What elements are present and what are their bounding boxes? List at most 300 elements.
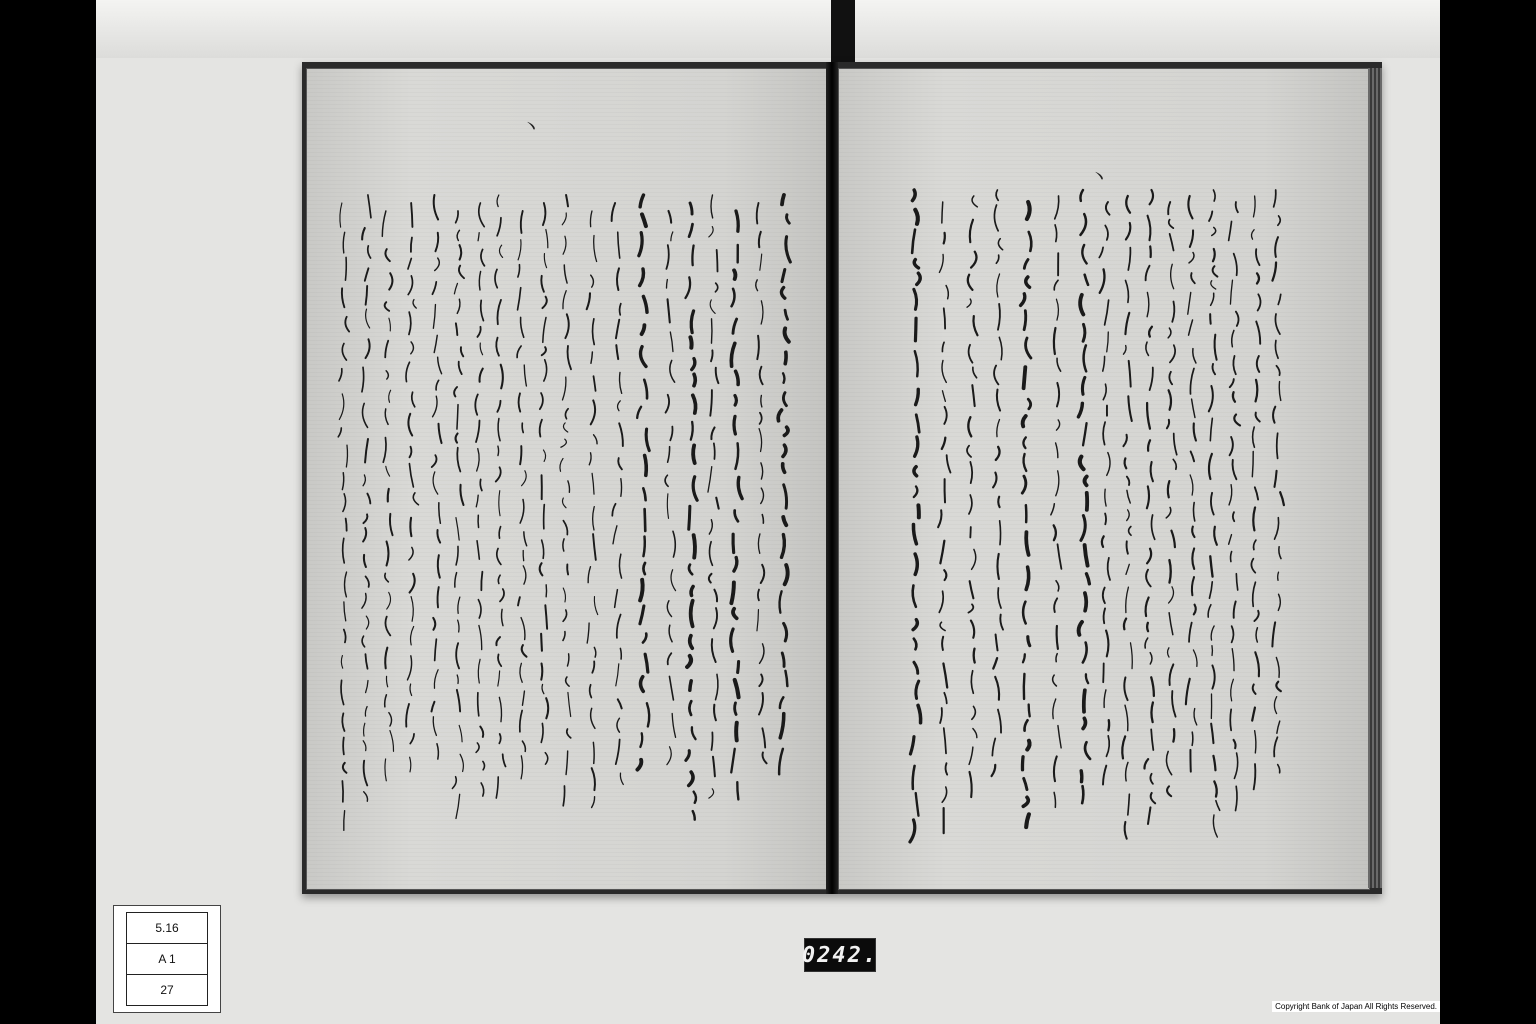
handwriting-stroke — [916, 681, 919, 698]
handwriting-stroke — [1107, 453, 1110, 476]
handwriting-stroke — [736, 723, 737, 741]
handwriting-stroke — [689, 224, 692, 236]
handwriting-stroke — [434, 335, 437, 352]
handwriting-stroke — [1234, 753, 1237, 778]
handwriting-stroke — [1211, 626, 1214, 640]
handwriting-stroke — [946, 286, 948, 299]
handwriting-stroke — [1147, 403, 1150, 429]
handwriting-stroke — [594, 597, 597, 615]
handwriting-stroke — [669, 625, 672, 642]
handwriting-stroke — [343, 763, 347, 773]
handwriting-stroke — [364, 555, 366, 567]
handwriting-stroke — [1230, 379, 1234, 387]
handwriting-stroke — [915, 351, 918, 376]
handwriting-stroke — [1255, 731, 1256, 753]
handwriting-stroke — [1168, 328, 1171, 338]
handwriting-stroke — [363, 514, 367, 523]
handwriting-stroke — [456, 433, 458, 442]
handwriting-stroke — [385, 573, 389, 581]
handwriting-stroke — [410, 574, 415, 593]
handwriting-stroke — [940, 708, 942, 723]
handwriting-stroke — [1145, 638, 1148, 648]
handwriting-stroke — [500, 589, 504, 601]
handwriting-stroke — [410, 734, 414, 744]
handwriting-stroke — [439, 503, 441, 524]
handwriting-stroke — [710, 300, 715, 314]
handwriting-stroke — [913, 766, 915, 789]
handwriting-stroke — [345, 572, 347, 597]
handwriting-stroke — [390, 514, 393, 535]
catalog-label-table — [126, 912, 208, 1006]
handwriting-stroke — [620, 372, 622, 393]
handwriting-stroke — [733, 534, 734, 552]
handwriting-stroke — [541, 276, 544, 292]
handwriting-stroke — [783, 373, 784, 382]
handwriting-stroke — [733, 319, 737, 333]
handwriting-stroke — [480, 343, 482, 355]
handwriting-stroke — [1229, 535, 1232, 545]
handwriting-stroke — [1169, 560, 1170, 583]
handwriting-stroke — [995, 677, 999, 700]
handwriting-stroke — [563, 291, 566, 309]
handwriting-stroke — [1189, 320, 1193, 335]
handwriting-stroke — [563, 377, 566, 400]
handwriting-stroke — [1151, 462, 1153, 481]
handwriting-stroke — [1212, 665, 1214, 688]
handwriting-stroke — [1188, 292, 1191, 314]
handwriting-stroke — [341, 680, 344, 704]
handwriting-stroke — [762, 515, 763, 524]
handwriting-stroke — [1125, 705, 1128, 730]
handwriting-stroke — [498, 671, 500, 686]
handwriting-stroke — [913, 525, 916, 544]
handwriting-stroke — [460, 485, 463, 505]
handwriting-stroke — [410, 684, 412, 695]
handwriting-stroke — [784, 427, 788, 435]
handwriting-stroke — [1123, 435, 1126, 446]
handwriting-stroke — [454, 387, 457, 397]
handwriting-stroke — [1190, 368, 1194, 394]
handwriting-stroke — [998, 710, 1001, 733]
handwriting-stroke — [1128, 794, 1130, 815]
handwriting-stroke — [939, 254, 943, 272]
copyright-notice: Copyright Bank of Japan All Rights Reserved. — [1272, 1001, 1440, 1012]
handwriting-stroke — [565, 314, 568, 338]
handwriting-stroke — [342, 781, 343, 802]
handwriting-stroke — [914, 289, 917, 309]
handwriting-stroke — [342, 288, 344, 307]
handwriting-stroke — [1256, 628, 1257, 642]
handwriting-stroke — [518, 597, 520, 605]
handwriting-stroke — [780, 591, 782, 612]
handwriting-stroke — [1230, 437, 1233, 455]
handwriting-stroke — [620, 304, 621, 315]
handwriting-stroke — [969, 345, 973, 363]
handwriting-stroke — [593, 742, 594, 763]
handwriting-stroke — [365, 654, 367, 669]
handwriting-stroke — [1124, 619, 1126, 630]
handwriting-stroke — [435, 258, 440, 271]
handwriting-stroke — [541, 664, 542, 680]
handwriting-stroke — [1082, 786, 1083, 803]
handwriting-stroke — [1150, 653, 1152, 664]
handwriting-stroke — [590, 211, 592, 227]
handwriting-stroke — [411, 203, 412, 227]
handwriting-stroke — [435, 233, 438, 252]
handwriting-stroke — [477, 449, 479, 471]
handwriting-stroke — [594, 647, 595, 657]
handwriting-stroke — [1280, 492, 1284, 505]
handwriting-stroke — [1056, 443, 1058, 458]
handwriting-stroke — [1256, 413, 1260, 422]
handwriting-stroke — [619, 423, 623, 446]
handwriting-stroke — [1148, 807, 1150, 824]
handwriting-stroke — [735, 443, 738, 469]
handwriting-stroke — [456, 546, 458, 565]
handwriting-stroke — [916, 389, 919, 404]
handwriting-stroke — [478, 233, 479, 241]
handwriting-stroke — [456, 518, 459, 540]
handwriting-stroke — [410, 518, 411, 536]
handwriting-stroke — [1193, 349, 1196, 363]
handwriting-stroke — [643, 296, 647, 312]
handwriting-stroke — [385, 695, 387, 707]
handwriting-stroke — [1167, 786, 1171, 796]
handwriting-stroke — [640, 269, 644, 286]
handwriting-stroke — [498, 446, 499, 455]
handwriting-stroke — [1169, 220, 1174, 228]
catalog-label-row: 27 — [160, 983, 174, 997]
handwriting-stroke — [1214, 527, 1217, 545]
handwriting-stroke — [758, 590, 759, 601]
document-scan — [96, 0, 1440, 1024]
handwriting-stroke — [694, 792, 696, 803]
handwriting-stroke — [1276, 657, 1279, 677]
handwriting-stroke — [518, 240, 521, 260]
handwriting-stroke — [735, 510, 738, 521]
handwriting-stroke — [563, 588, 565, 602]
handwriting-stroke — [1056, 654, 1057, 662]
handwriting-stroke — [667, 494, 668, 519]
handwriting-stroke — [693, 811, 695, 819]
handwriting-stroke — [341, 656, 342, 669]
handwriting-stroke — [566, 751, 568, 774]
handwriting-stroke — [1127, 490, 1130, 503]
handwriting-stroke — [996, 190, 998, 200]
handwriting-stroke — [497, 548, 501, 564]
handwriting-stroke — [364, 723, 365, 736]
handwriting-stroke — [342, 713, 344, 731]
handwriting-stroke — [498, 575, 500, 583]
handwriting-stroke — [1026, 532, 1028, 555]
handwriting-stroke — [452, 777, 456, 789]
handwriting-stroke — [784, 485, 787, 508]
handwriting-stroke — [408, 258, 411, 269]
handwriting-stroke — [497, 300, 501, 324]
handwriting-stroke — [1212, 364, 1215, 374]
handwriting-stroke — [1191, 273, 1195, 283]
handwriting-stroke — [1147, 486, 1149, 508]
handwriting-stroke — [913, 620, 917, 630]
handwriting-stroke — [944, 233, 945, 244]
handwriting-stroke — [594, 376, 596, 391]
handwriting-stroke — [409, 312, 411, 334]
handwriting-stroke — [366, 680, 368, 692]
handwriting-stroke — [1236, 202, 1238, 212]
handwriting-stroke — [1085, 275, 1088, 285]
handwriting-stroke — [385, 409, 388, 424]
handwriting-stroke — [461, 347, 463, 356]
handwriting-stroke — [1150, 246, 1151, 257]
handwriting-stroke — [693, 445, 695, 463]
handwriting-stroke — [1106, 736, 1109, 757]
handwriting-stroke — [591, 275, 594, 287]
handwriting-stroke — [565, 409, 568, 419]
handwriting-stroke — [481, 249, 485, 265]
handwriting-stroke — [1024, 720, 1027, 730]
handwriting-stroke — [1233, 392, 1235, 402]
handwriting-stroke — [593, 319, 595, 345]
handwriting-stroke — [563, 632, 565, 641]
handwriting-stroke — [1276, 682, 1281, 691]
handwriting-stroke — [406, 704, 409, 727]
handwriting-stroke — [1275, 340, 1278, 358]
handwriting-stroke — [1151, 702, 1152, 722]
handwriting-stroke — [480, 727, 483, 737]
handwriting-stroke — [691, 422, 693, 440]
handwriting-stroke — [363, 475, 365, 486]
handwriting-stroke — [457, 690, 460, 712]
handwriting-stroke — [693, 395, 696, 413]
handwriting-stroke — [1023, 654, 1025, 662]
handwriting-stroke — [732, 289, 735, 307]
handwriting-stroke — [362, 367, 364, 391]
handwriting-stroke — [613, 526, 617, 544]
handwriting-stroke — [1253, 196, 1255, 217]
handwriting-stroke — [736, 211, 738, 231]
handwriting-stroke — [1054, 756, 1057, 781]
handwriting-stroke — [670, 332, 673, 352]
handwriting-stroke — [1277, 433, 1278, 458]
handwriting-stroke — [362, 636, 365, 647]
handwriting-stroke — [694, 535, 695, 557]
handwriting-stroke — [993, 658, 997, 668]
handwriting-stroke — [520, 663, 522, 682]
handwriting-stroke — [1105, 489, 1106, 506]
handwriting-stroke — [543, 203, 546, 225]
handwriting-stroke — [1084, 690, 1085, 712]
handwriting-stroke — [1054, 328, 1056, 354]
handwriting-stroke — [593, 534, 596, 560]
handwriting-stroke — [388, 489, 389, 502]
handwriting-stroke — [541, 723, 543, 742]
handwriting-stroke — [343, 737, 344, 754]
handwriting-stroke — [517, 346, 521, 358]
catalog-label-card — [113, 905, 221, 1013]
handwriting-stroke — [456, 323, 457, 335]
handwriting-stroke — [1026, 567, 1028, 589]
handwriting-stroke — [562, 213, 566, 225]
handwriting-stroke — [618, 699, 622, 708]
handwriting-stroke — [1126, 587, 1129, 612]
handwriting-stroke — [709, 574, 712, 583]
handwriting-stroke — [499, 245, 502, 257]
handwriting-stroke — [438, 587, 439, 607]
handwriting-stroke — [1126, 762, 1128, 780]
handwriting-stroke — [409, 547, 413, 560]
handwriting-stroke — [1252, 708, 1255, 721]
handwriting-stroke — [1188, 196, 1192, 218]
handwriting-stroke — [413, 300, 416, 309]
handwriting-stroke — [1251, 230, 1254, 239]
handwriting-stroke — [519, 393, 521, 411]
handwriting-stroke — [587, 623, 589, 643]
handwriting-stroke — [1275, 237, 1278, 257]
handwriting-stroke — [665, 475, 668, 486]
handwriting-stroke — [756, 280, 758, 291]
handwriting-stroke — [344, 602, 346, 621]
handwriting-stroke — [459, 725, 462, 741]
handwriting-stroke — [1144, 759, 1148, 768]
handwriting-stroke — [522, 423, 523, 432]
handwriting-stroke — [1272, 622, 1275, 646]
handwriting-stroke — [362, 593, 366, 608]
handwriting-stroke — [365, 439, 368, 462]
handwriting-stroke — [1274, 471, 1276, 487]
handwriting-stroke — [1171, 531, 1174, 548]
handwriting-stroke — [498, 654, 501, 666]
handwriting-stroke — [1055, 196, 1059, 219]
handwriting-stroke — [673, 531, 675, 557]
handwriting-stroke — [972, 706, 976, 719]
handwriting-stroke — [917, 273, 920, 284]
handwriting-stroke — [1209, 386, 1213, 411]
handwriting-stroke — [1079, 622, 1082, 635]
handwriting-stroke — [1054, 792, 1055, 807]
handwriting-stroke — [365, 268, 369, 280]
handwriting-stroke — [1083, 643, 1087, 663]
handwriting-stroke — [1208, 605, 1211, 617]
handwriting-stroke — [1172, 302, 1174, 322]
handwriting-stroke — [686, 751, 690, 761]
handwriting-stroke — [1130, 643, 1132, 669]
handwriting-stroke — [563, 521, 567, 535]
handwriting-stroke — [1150, 190, 1153, 204]
handwriting-stroke — [944, 693, 946, 704]
handwriting-stroke — [1273, 407, 1275, 423]
handwriting-stroke — [783, 517, 786, 525]
handwriting-stroke — [736, 371, 739, 384]
handwriting-stroke — [496, 637, 500, 645]
handwriting-stroke — [1023, 602, 1026, 624]
handwriting-stroke — [1082, 245, 1086, 264]
handwriting-stroke — [437, 530, 440, 543]
handwriting-stroke — [714, 590, 717, 602]
handwriting-stroke — [1056, 581, 1059, 591]
handwriting-stroke — [475, 394, 478, 414]
handwriting-stroke — [520, 710, 522, 731]
handwriting-stroke — [785, 565, 788, 584]
handwriting-stroke — [1146, 342, 1149, 355]
handwriting-stroke — [546, 698, 548, 718]
handwriting-stroke — [944, 570, 946, 580]
handwriting-stroke — [345, 317, 349, 332]
handwriting-stroke — [386, 676, 387, 686]
handwriting-stroke — [1254, 611, 1258, 621]
handwriting-stroke — [1151, 515, 1154, 539]
handwriting-stroke — [786, 237, 790, 262]
handwriting-stroke — [671, 232, 673, 241]
handwriting-stroke — [1103, 356, 1105, 371]
handwriting-stroke — [1000, 521, 1001, 545]
handwriting-stroke — [459, 266, 464, 279]
handwriting-stroke — [637, 407, 641, 418]
handwriting-stroke — [568, 346, 571, 369]
handwriting-stroke — [481, 783, 484, 796]
handwriting-stroke — [1085, 545, 1088, 566]
handwriting-stroke — [520, 500, 524, 524]
handwriting-stroke — [477, 327, 480, 337]
handwriting-stroke — [438, 555, 440, 578]
handwriting-stroke — [501, 365, 503, 389]
handwriting-stroke — [1194, 605, 1196, 615]
handwriting-stroke — [566, 195, 568, 206]
handwriting-stroke — [760, 644, 764, 663]
handwriting-stroke — [691, 601, 693, 627]
handwriting-stroke — [389, 273, 392, 289]
handwriting-stroke — [1105, 514, 1106, 525]
ink-mark: 丶 — [521, 115, 541, 139]
handwriting-stroke — [915, 437, 918, 456]
handwriting-stroke — [497, 218, 501, 236]
handwriting-stroke — [344, 811, 345, 831]
handwriting-stroke — [1148, 440, 1150, 451]
handwriting-stroke — [939, 591, 943, 612]
handwriting-stroke — [1274, 697, 1276, 714]
handwriting-stroke — [1278, 294, 1280, 304]
handwriting-stroke — [761, 565, 764, 583]
handwriting-stroke — [1234, 414, 1240, 425]
handwriting-stroke — [715, 283, 717, 292]
handwriting-stroke — [969, 747, 973, 764]
handwriting-stroke — [1122, 736, 1125, 758]
handwriting-stroke — [620, 773, 623, 784]
handwriting-stroke — [690, 337, 691, 347]
handwriting-stroke — [1150, 368, 1153, 391]
handwriting-stroke — [592, 661, 594, 672]
handwriting-stroke — [735, 680, 739, 697]
handwriting-stroke — [566, 677, 569, 686]
handwriting-stroke — [568, 481, 570, 492]
handwriting-stroke — [639, 233, 642, 256]
handwriting-stroke — [563, 423, 567, 432]
handwriting-stroke — [339, 369, 342, 381]
handwriting-stroke — [1053, 699, 1056, 719]
handwriting-stroke — [969, 772, 971, 797]
handwriting-stroke — [567, 729, 571, 738]
handwriting-stroke — [1255, 487, 1258, 499]
handwriting-stroke — [709, 227, 713, 237]
handwriting-stroke — [694, 374, 695, 385]
handwriting-stroke — [671, 570, 676, 591]
handwriting-stroke — [1081, 771, 1082, 782]
handwriting-stroke — [1027, 741, 1029, 750]
handwriting-stroke — [385, 341, 388, 358]
handwriting-stroke — [1166, 751, 1171, 774]
handwriting-stroke — [366, 616, 368, 629]
handwriting-stroke — [1231, 679, 1234, 701]
handwriting-stroke — [1151, 677, 1154, 696]
